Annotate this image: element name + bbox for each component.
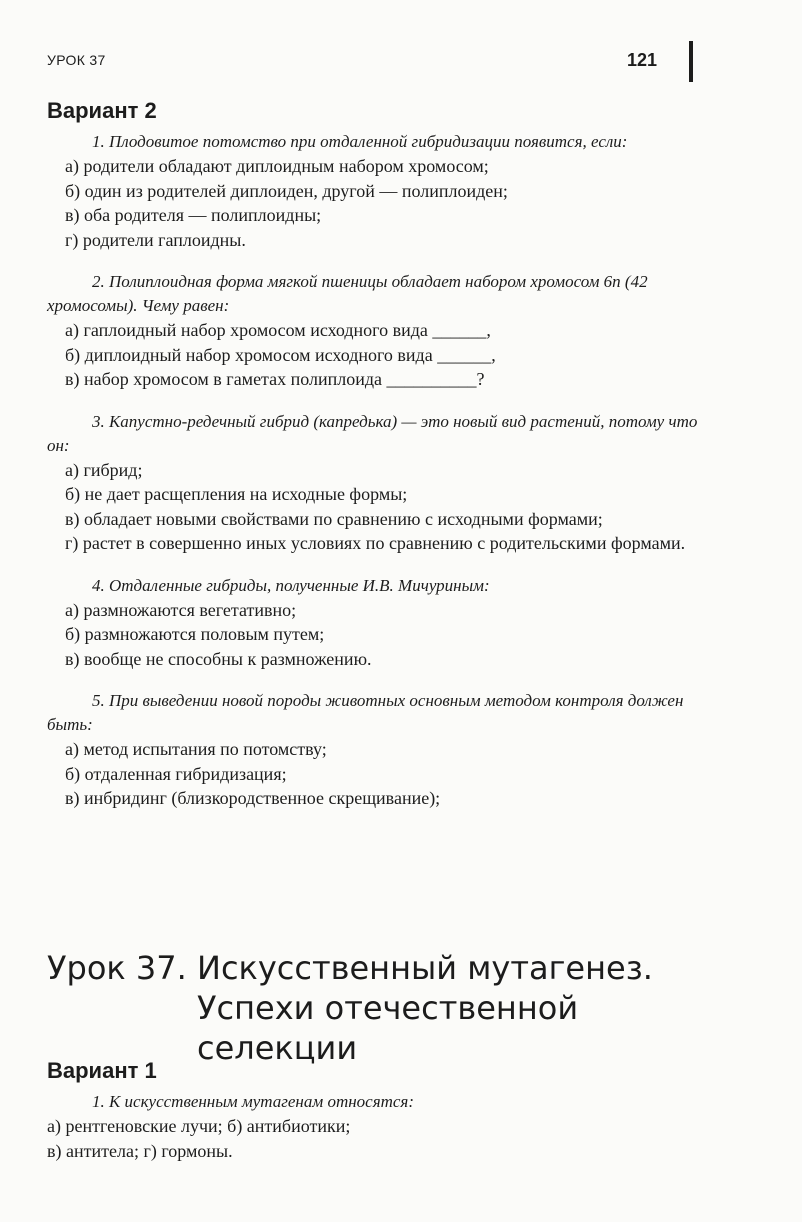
answer-option: г) растет в совершенно иных условиях по сравнению с родительскими формами.	[65, 533, 686, 553]
variant-title: Вариант 2	[47, 98, 157, 123]
running-head: УРОК 37	[47, 52, 106, 68]
answer-option: а) родители обладают диплоидным набором хромосом;	[65, 156, 489, 176]
variant-title: Вариант 1	[47, 1058, 157, 1083]
question-prompt: 2. Полиплоидная форма мягкой пшеницы обладает набором хромосом 6n (42 хромосомы). Чему равен:	[47, 272, 648, 315]
answer-option: а) метод испытания по потомству;	[65, 739, 327, 759]
question-4	[47, 574, 707, 672]
question-5	[47, 689, 707, 811]
answer-option: в) антитела; г) гормоны.	[47, 1140, 233, 1161]
lesson-title-line-1: Искусственный мутагенез.	[197, 949, 653, 987]
question-prompt: 1. Плодовитое потомство при отдаленной гибридизации появится, если:	[92, 132, 628, 151]
question-1	[47, 1090, 707, 1163]
answer-option: б) диплоидный набор хромосом исходного вида ______,	[65, 344, 496, 365]
question-prompt: 4. Отдаленные гибриды, полученные И.В. Мичуриным:	[92, 575, 490, 595]
answer-option: б) один из родителей диплоиден, другой — полиплоиден;	[65, 180, 508, 201]
lesson-heading	[47, 948, 747, 1068]
answer-option: а) рентгеновские лучи; б) антибиотики;	[47, 1116, 351, 1136]
answer-option: б) не дает расщепления на исходные формы;	[65, 484, 408, 504]
answer-option: а) гибрид;	[65, 459, 143, 480]
answer-option: а) гаплоидный набор хромосом исходного вида ______,	[65, 320, 491, 340]
question-prompt: 1. К искусственным мутагенам относятся:	[92, 1092, 414, 1111]
lesson-title-line-2: Успехи отечественной селекции	[197, 989, 579, 1067]
answer-option: а) размножаются вегетативно;	[65, 599, 297, 620]
answer-option: г) родители гаплоидны.	[65, 229, 246, 250]
question-prompt: 5. При выведении новой породы животных основным методом контроля должен быть:	[47, 691, 684, 734]
answer-option: б) отдаленная гибридизация;	[65, 763, 287, 784]
answer-option: в) инбридинг (близкородственное скрещивание);	[65, 788, 441, 808]
lesson-number: Урок 37.	[47, 949, 187, 987]
answer-option: в) оба родителя — полиплоидны;	[65, 205, 322, 225]
variant-2-section	[47, 98, 707, 829]
answer-option: в) набор хромосом в гаметах полиплоида __________?	[65, 369, 485, 389]
question-1	[47, 130, 707, 252]
answer-option: б) размножаются половым путем;	[65, 624, 325, 644]
page-number: 121	[627, 50, 658, 70]
variant-1-section	[47, 1058, 707, 1181]
answer-option: в) обладает новыми свойствами по сравнению с исходными формами;	[65, 508, 603, 529]
answer-option: в) вообще не способны к размножению.	[65, 648, 372, 669]
header-rule	[689, 41, 693, 82]
question-2	[47, 270, 707, 392]
question-prompt: 3. Капустно-редечный гибрид (капредька) — это новый вид растений, потому что он:	[47, 411, 698, 455]
lesson-title	[197, 948, 747, 1068]
question-3	[47, 410, 707, 556]
